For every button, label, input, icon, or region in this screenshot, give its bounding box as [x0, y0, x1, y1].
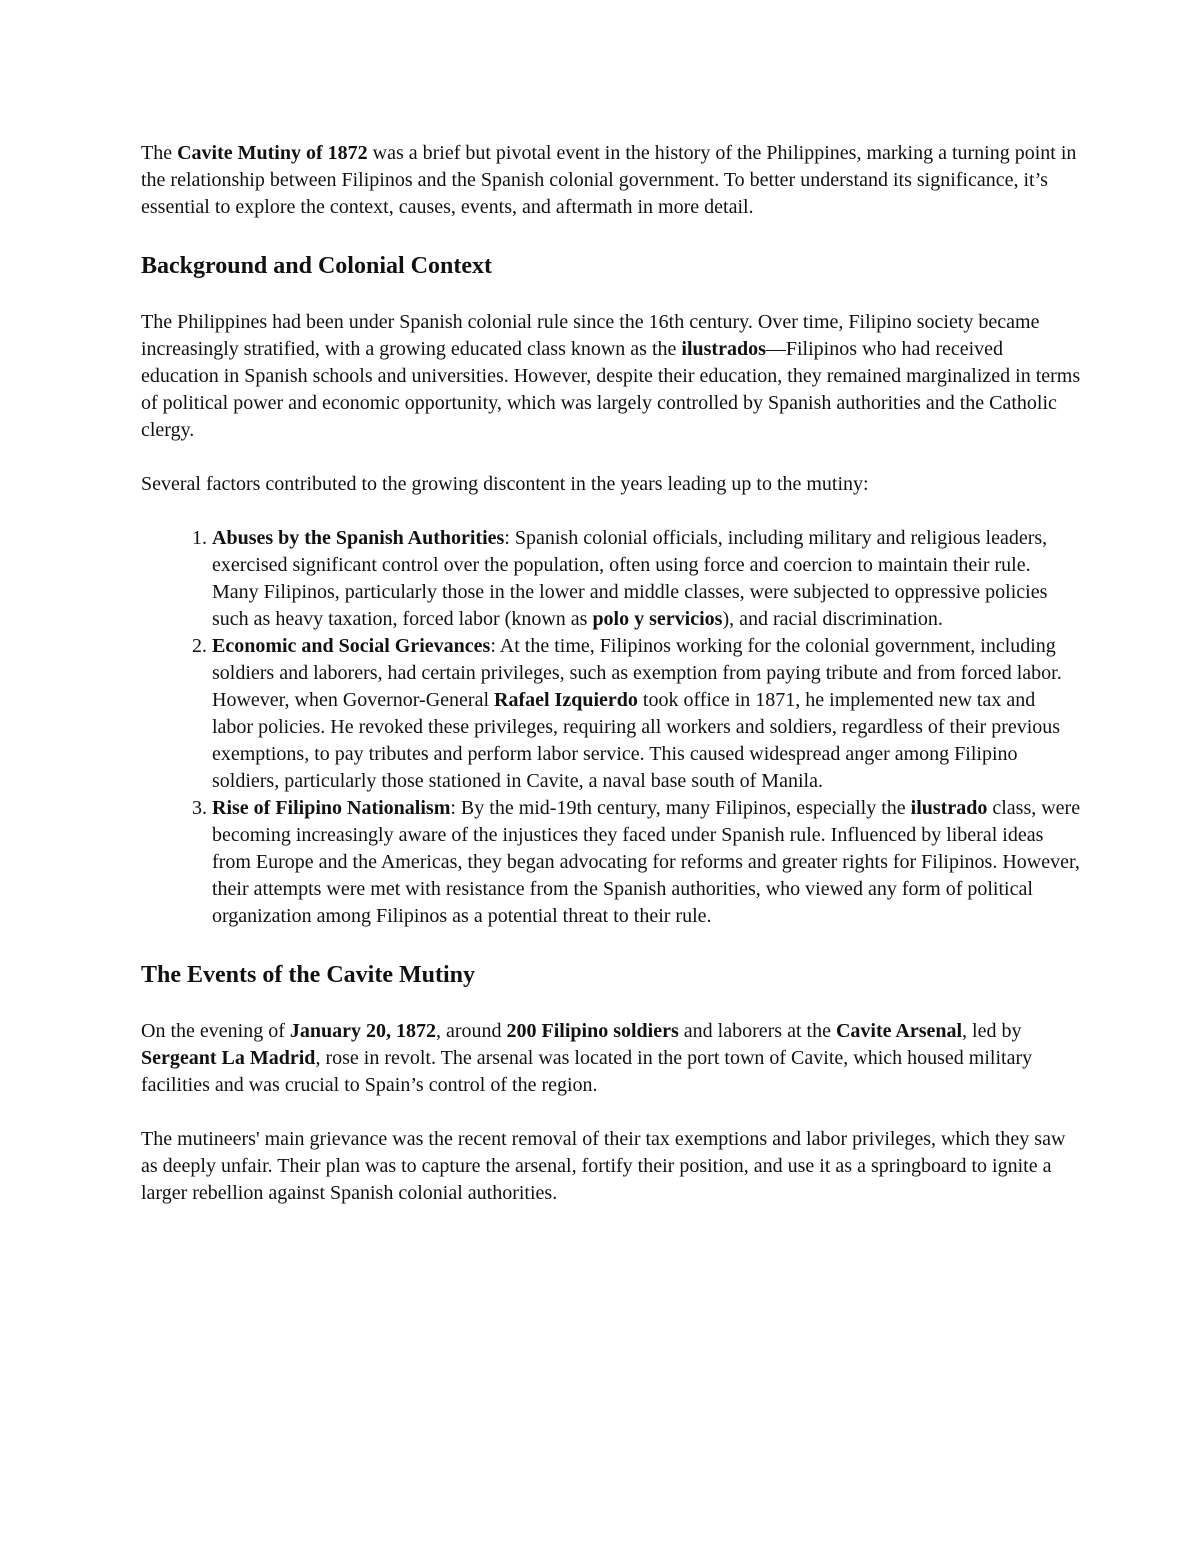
- list-item: [212, 525, 1081, 633]
- events-p1-text-3: and laborers at the: [678, 1020, 836, 1042]
- list-item: [212, 795, 1081, 930]
- intro-paragraph: [141, 140, 1081, 221]
- item-3-bold-ilustrado: ilustrado: [910, 797, 988, 819]
- list-item: [212, 633, 1081, 795]
- background-paragraph-1: [141, 309, 1081, 444]
- factors-list: [141, 525, 1081, 930]
- item-1-text-2: ), and racial discrimination.: [722, 608, 943, 630]
- events-p1-text-4: , led by: [962, 1020, 1022, 1042]
- item-2-bold-izquierdo: Rafael Izquierdo: [494, 689, 638, 711]
- item-1-title: Abuses by the Spanish Authorities: [212, 527, 505, 549]
- events-p1-text-1: On the evening of: [141, 1020, 290, 1042]
- intro-bold-cavite-mutiny: Cavite Mutiny of 1872: [177, 142, 368, 164]
- intro-text-2: was a brief but pivotal event in the history of the Philippines, marking a turning point in the relationship between Filipinos and the Spanish colonial government. To better understand its significance, it’s essential to explore the context, causes, events, and aftermath in more detail.: [141, 142, 1077, 218]
- item-2-text-2: took office in 1871, he implemented new tax and labor policies. He revoked these privileges, requiring all workers and soldiers, regardless of their previous exemptions, to pay tributes and perform labor service. This caused widespread anger among Filipino soldiers, particularly those stationed in Cavite, a naval base south of Manila.: [212, 689, 1061, 792]
- background-p1-text-1: The Philippines had been under Spanish colonial rule since the 16th century. Over time, Filipino society became increasingly stratified, with a growing educated class known as the: [141, 311, 1040, 360]
- events-p1-bold-soldiers: 200 Filipino soldiers: [506, 1020, 679, 1042]
- item-1-text-1: : Spanish colonial officials, including military and religious leaders, exercised significant control over the population, often using force and coercion to maintain their rule. Many Filipinos, particularly those in the lower and middle classes, were subjected to oppressive policies such as heavy taxation, forced labor (known as: [212, 527, 1048, 630]
- events-p1-text-2: , around: [435, 1020, 507, 1042]
- item-3-title: Rise of Filipino Nationalism: [212, 797, 451, 819]
- heading-events: The Events of the Cavite Mutiny: [141, 962, 475, 988]
- events-p1-bold-sergeant: Sergeant La Madrid: [141, 1047, 316, 1069]
- background-p1-text-2: —Filipinos who had received education in Spanish schools and universities. However, despite their education, they remained marginalized in terms of political power and economic opportunity, which was largely controlled by Spanish authorities and the Catholic clergy.: [141, 338, 1081, 441]
- events-paragraph-2: The mutineers' main grievance was the recent removal of their tax exemptions and labor privileges, which they saw as deeply unfair. Their plan was to capture the arsenal, fortify their position, and use it as a springboard to ignite a larger rebellion against Spanish colonial authorities.: [141, 1128, 1066, 1204]
- item-2-text-1: : At the time, Filipinos working for the colonial government, including soldiers and laborers, had certain privileges, such as exemption from paying tribute and from forced labor. However, when Governor-General: [212, 635, 1062, 711]
- item-3-text-2: class, were becoming increasingly aware of the injustices they faced under Spanish rule. Influenced by liberal ideas from Europe and the Americas, they began advocating for reforms and greater rights for Filipinos. However, their attempts were met with resistance from the Spanish authorities, who viewed any form of political organization among Filipinos as a potential threat to their rule.: [212, 797, 1081, 927]
- intro-text-1: The: [141, 142, 178, 164]
- document-body: [141, 140, 1081, 1234]
- item-2-title: Economic and Social Grievances: [212, 635, 491, 657]
- events-paragraph-1: [141, 1018, 1081, 1099]
- background-p1-bold-ilustrados: ilustrados: [681, 338, 766, 360]
- events-p1-bold-arsenal: Cavite Arsenal: [835, 1020, 963, 1042]
- heading-background: Background and Colonial Context: [141, 253, 492, 279]
- events-p1-bold-date: January 20, 1872: [289, 1020, 436, 1042]
- events-p1-text-5: , rose in revolt. The arsenal was located in the port town of Cavite, which housed military facilities and was crucial to Spain’s control of the region.: [141, 1047, 1033, 1096]
- item-1-bold-polo: polo y servicios: [592, 608, 723, 630]
- background-paragraph-2: Several factors contributed to the growing discontent in the years leading up to the mutiny:: [141, 473, 869, 495]
- item-3-text-1: : By the mid-19th century, many Filipinos, especially the: [450, 797, 911, 819]
